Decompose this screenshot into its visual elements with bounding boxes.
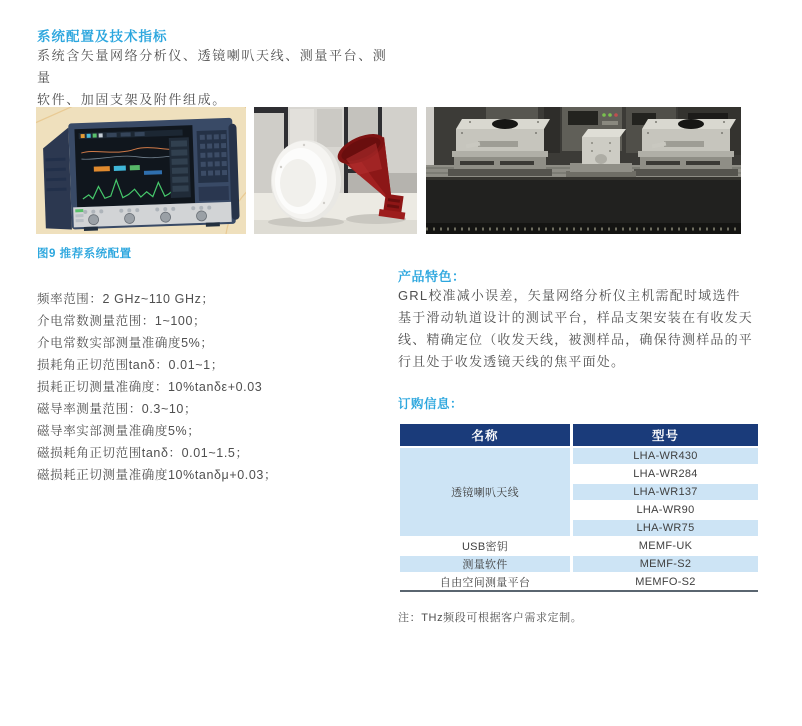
vna-photo-drawing xyxy=(36,107,246,234)
model-cell: MEMF-S2 xyxy=(573,556,758,574)
platform-photo-drawing xyxy=(426,107,741,234)
table-row xyxy=(400,574,758,590)
model-cell: MEMF-UK xyxy=(573,538,758,556)
spec-line: 介电常数实部测量准确度5%； xyxy=(37,336,214,350)
model-cell: LHA-WR284 xyxy=(573,466,758,484)
white-lens-antenna xyxy=(271,140,341,222)
model-cell: MEMFO-S2 xyxy=(573,574,758,590)
spec-line: 损耗正切测量准确度：10%tanδε+0.03 xyxy=(37,380,263,394)
lens-horn-antennas-photo xyxy=(254,107,417,234)
table-header-name: 名称 xyxy=(400,424,573,448)
figure-caption: 图9 推荐系统配置 xyxy=(37,248,132,260)
spec-line: 损耗角正切范围tanδ：0.01~1； xyxy=(37,358,224,372)
footnote: 注：THz频段可根据客户需求定制。 xyxy=(398,612,583,624)
sample-stage-left xyxy=(448,119,552,176)
model-cell: LHA-WR90 xyxy=(573,502,758,520)
vna-photo xyxy=(36,107,246,234)
model-cell: LHA-WR137 xyxy=(573,484,758,502)
ordering-heading: 订购信息： xyxy=(398,397,464,411)
spec-list xyxy=(37,288,382,486)
features-paragraph xyxy=(398,285,763,373)
features-line: 线、精确定位（收发天线，被测样品，确保待测样品的平 xyxy=(398,332,754,347)
table-row xyxy=(400,448,758,466)
product-name-cell: 自由空间测量平台 xyxy=(400,574,573,590)
product-name-cell: 透镜喇叭天线 xyxy=(400,448,573,538)
intro-line: 系统含矢量网络分析仪、透镜喇叭天线、测量平台、测量 xyxy=(37,48,388,85)
spec-line: 磁损耗角正切范围tanδ：0.01~1.5； xyxy=(37,446,249,460)
vna-body xyxy=(42,118,240,233)
spec-line: 介电常数测量范围：1~100； xyxy=(37,314,207,328)
product-name-cell: 测量软件 xyxy=(400,556,573,574)
table-row xyxy=(400,538,758,556)
intro-paragraph xyxy=(37,45,397,111)
model-cell: LHA-WR75 xyxy=(573,520,758,538)
model-cell: LHA-WR430 xyxy=(573,448,758,466)
features-line: 行且处于收发透镜天线的焦平面处。 xyxy=(398,354,626,369)
section-title: 系统配置及技术指标 xyxy=(37,29,168,44)
product-name-cell: USB密钥 xyxy=(400,538,573,556)
spec-line: 磁损耗正切测量准确度10%tanδμ+0.03； xyxy=(37,468,278,482)
spec-line: 频率范围：2 GHz~110 GHz； xyxy=(37,292,215,306)
table-row xyxy=(400,556,758,574)
sample-stage-right xyxy=(634,119,738,176)
table-header-row xyxy=(400,424,758,448)
features-line: 基于滑动轨道设计的测试平台，样品支架安装在有收发天 xyxy=(398,310,754,325)
table-header-model: 型号 xyxy=(573,424,758,448)
measurement-platform-photo xyxy=(426,107,741,234)
spec-line: 磁导率实部测量准确度5%； xyxy=(37,424,201,438)
vna-keypad xyxy=(197,130,229,201)
spec-line: 磁导率测量范围：0.3~10； xyxy=(37,402,198,416)
features-heading: 产品特色： xyxy=(398,269,466,284)
features-line: GRL校准减小误差，矢量网络分析仪主机需配时域选件 xyxy=(398,288,741,303)
ordering-table xyxy=(400,424,758,592)
antennas-photo-drawing xyxy=(254,107,417,234)
intro-line: 软件、加固支架及附件组成。 xyxy=(37,92,227,107)
